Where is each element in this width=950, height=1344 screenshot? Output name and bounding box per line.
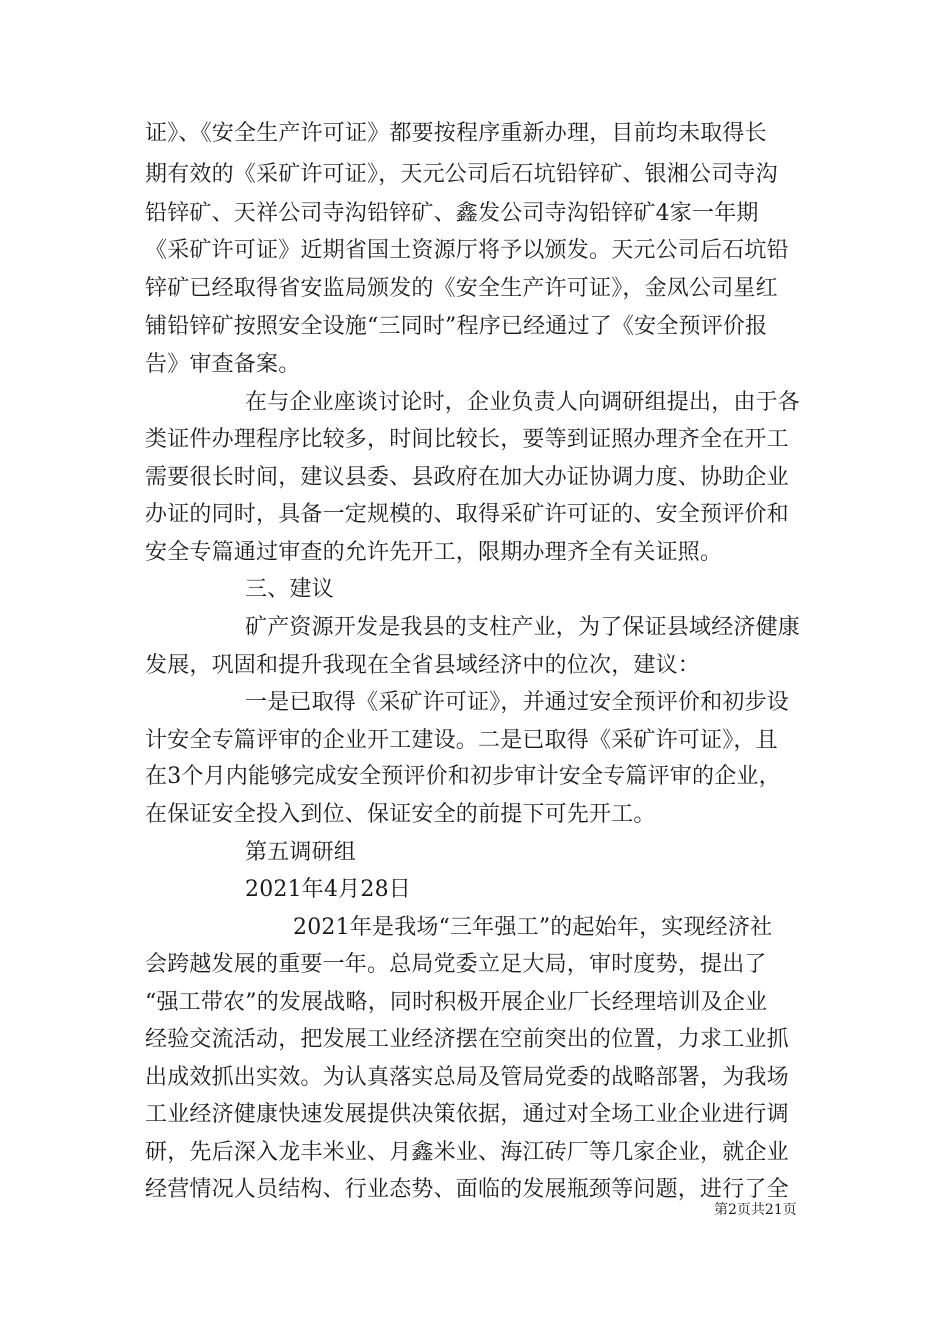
text-line: 计安全专篇评审的企业开工建设。二是已取得《采矿许可证》，且 [145,728,778,753]
text-line: “强工带农”的发展战略，同时积极开展企业厂长经理培训及企业 [145,990,768,1015]
paragraph-first-line: 矿产资源开发是我县的支柱产业，为了保证县域经济健康 [245,615,801,640]
text-line: 安全专篇通过审查的允许先开工，限期办理齐全有关证照。 [145,540,723,565]
text-line: 铅锌矿、天祥公司寺沟铅锌矿、鑫发公司寺沟铅锌矿4家一年期 [145,201,759,226]
page-number: 第2页共21页 [714,1202,797,1218]
text-line: 需要很长时间，建议县委、县政府在加大办证协调力度、协助企业 [145,465,789,490]
text-line: 《采矿许可证》近期省国土资源厅将予以颁发。天元公司后石坑铅 [145,238,789,263]
text-line: 期有效的《采矿许可证》，天元公司后石坑铅锌矿、银湘公司寺沟 [145,162,778,187]
text-line: 铺铅锌矿按照安全设施“三同时”程序已经通过了《安全预评价报 [145,314,768,339]
text-line: 会跨越发展的重要一年。总局党委立足大局，审时度势，提出了 [145,952,767,977]
signature-group: 第五调研组 [245,840,357,865]
text-line: 在保证安全投入到位、保证安全的前提下可先开工。 [145,802,656,827]
text-line: 告》审查备案。 [145,352,301,377]
text-line: 工业经济健康快速发展提供决策依据，通过对全场工业企业进行调 [145,1102,789,1127]
text-line: 证》、《安全生产许可证》都要按程序重新办理，目前均未取得长 [145,121,767,146]
section-heading: 三、建议 [245,577,334,602]
text-line: 研，先后深入龙丰米业、月鑫米业、海江砖厂等几家企业，就企业 [145,1140,789,1165]
text-line: 发展，巩固和提升我现在全省县域经济中的位次，建议： [145,653,701,678]
paragraph-first-line: 一是已取得《采矿许可证》，并通过安全预评价和初步设 [245,690,790,715]
text-line: 经营情况人员结构、行业态势、面临的发展瓶颈等问题，进行了全 [145,1177,789,1202]
text-line: 办证的同时，具备一定规模的、取得采矿许可证的、安全预评价和 [145,502,789,527]
paragraph-first-line: 2021年是我场“三年强工”的起始年，实现经济社 [293,915,773,940]
text-line: 类证件办理程序比较多，时间比较长，要等到证照办理齐全在开工 [145,427,789,452]
text-line: 锌矿已经取得省安监局颁发的《安全生产许可证》，金凤公司星红 [145,276,778,301]
text-line: 经验交流活动，把发展工业经济摆在空前突出的位置，力求工业抓 [145,1027,789,1052]
text-line: 在3个月内能够完成安全预评价和初步审计安全专篇评审的企业， [145,764,781,789]
text-line: 出成效抓出实效。为认真落实总局及管局党委的战略部署，为我场 [145,1065,789,1090]
paragraph-first-line: 在与企业座谈讨论时，企业负责人向调研组提出，由于各 [245,390,801,415]
signature-date: 2021年4月28日 [245,877,411,902]
